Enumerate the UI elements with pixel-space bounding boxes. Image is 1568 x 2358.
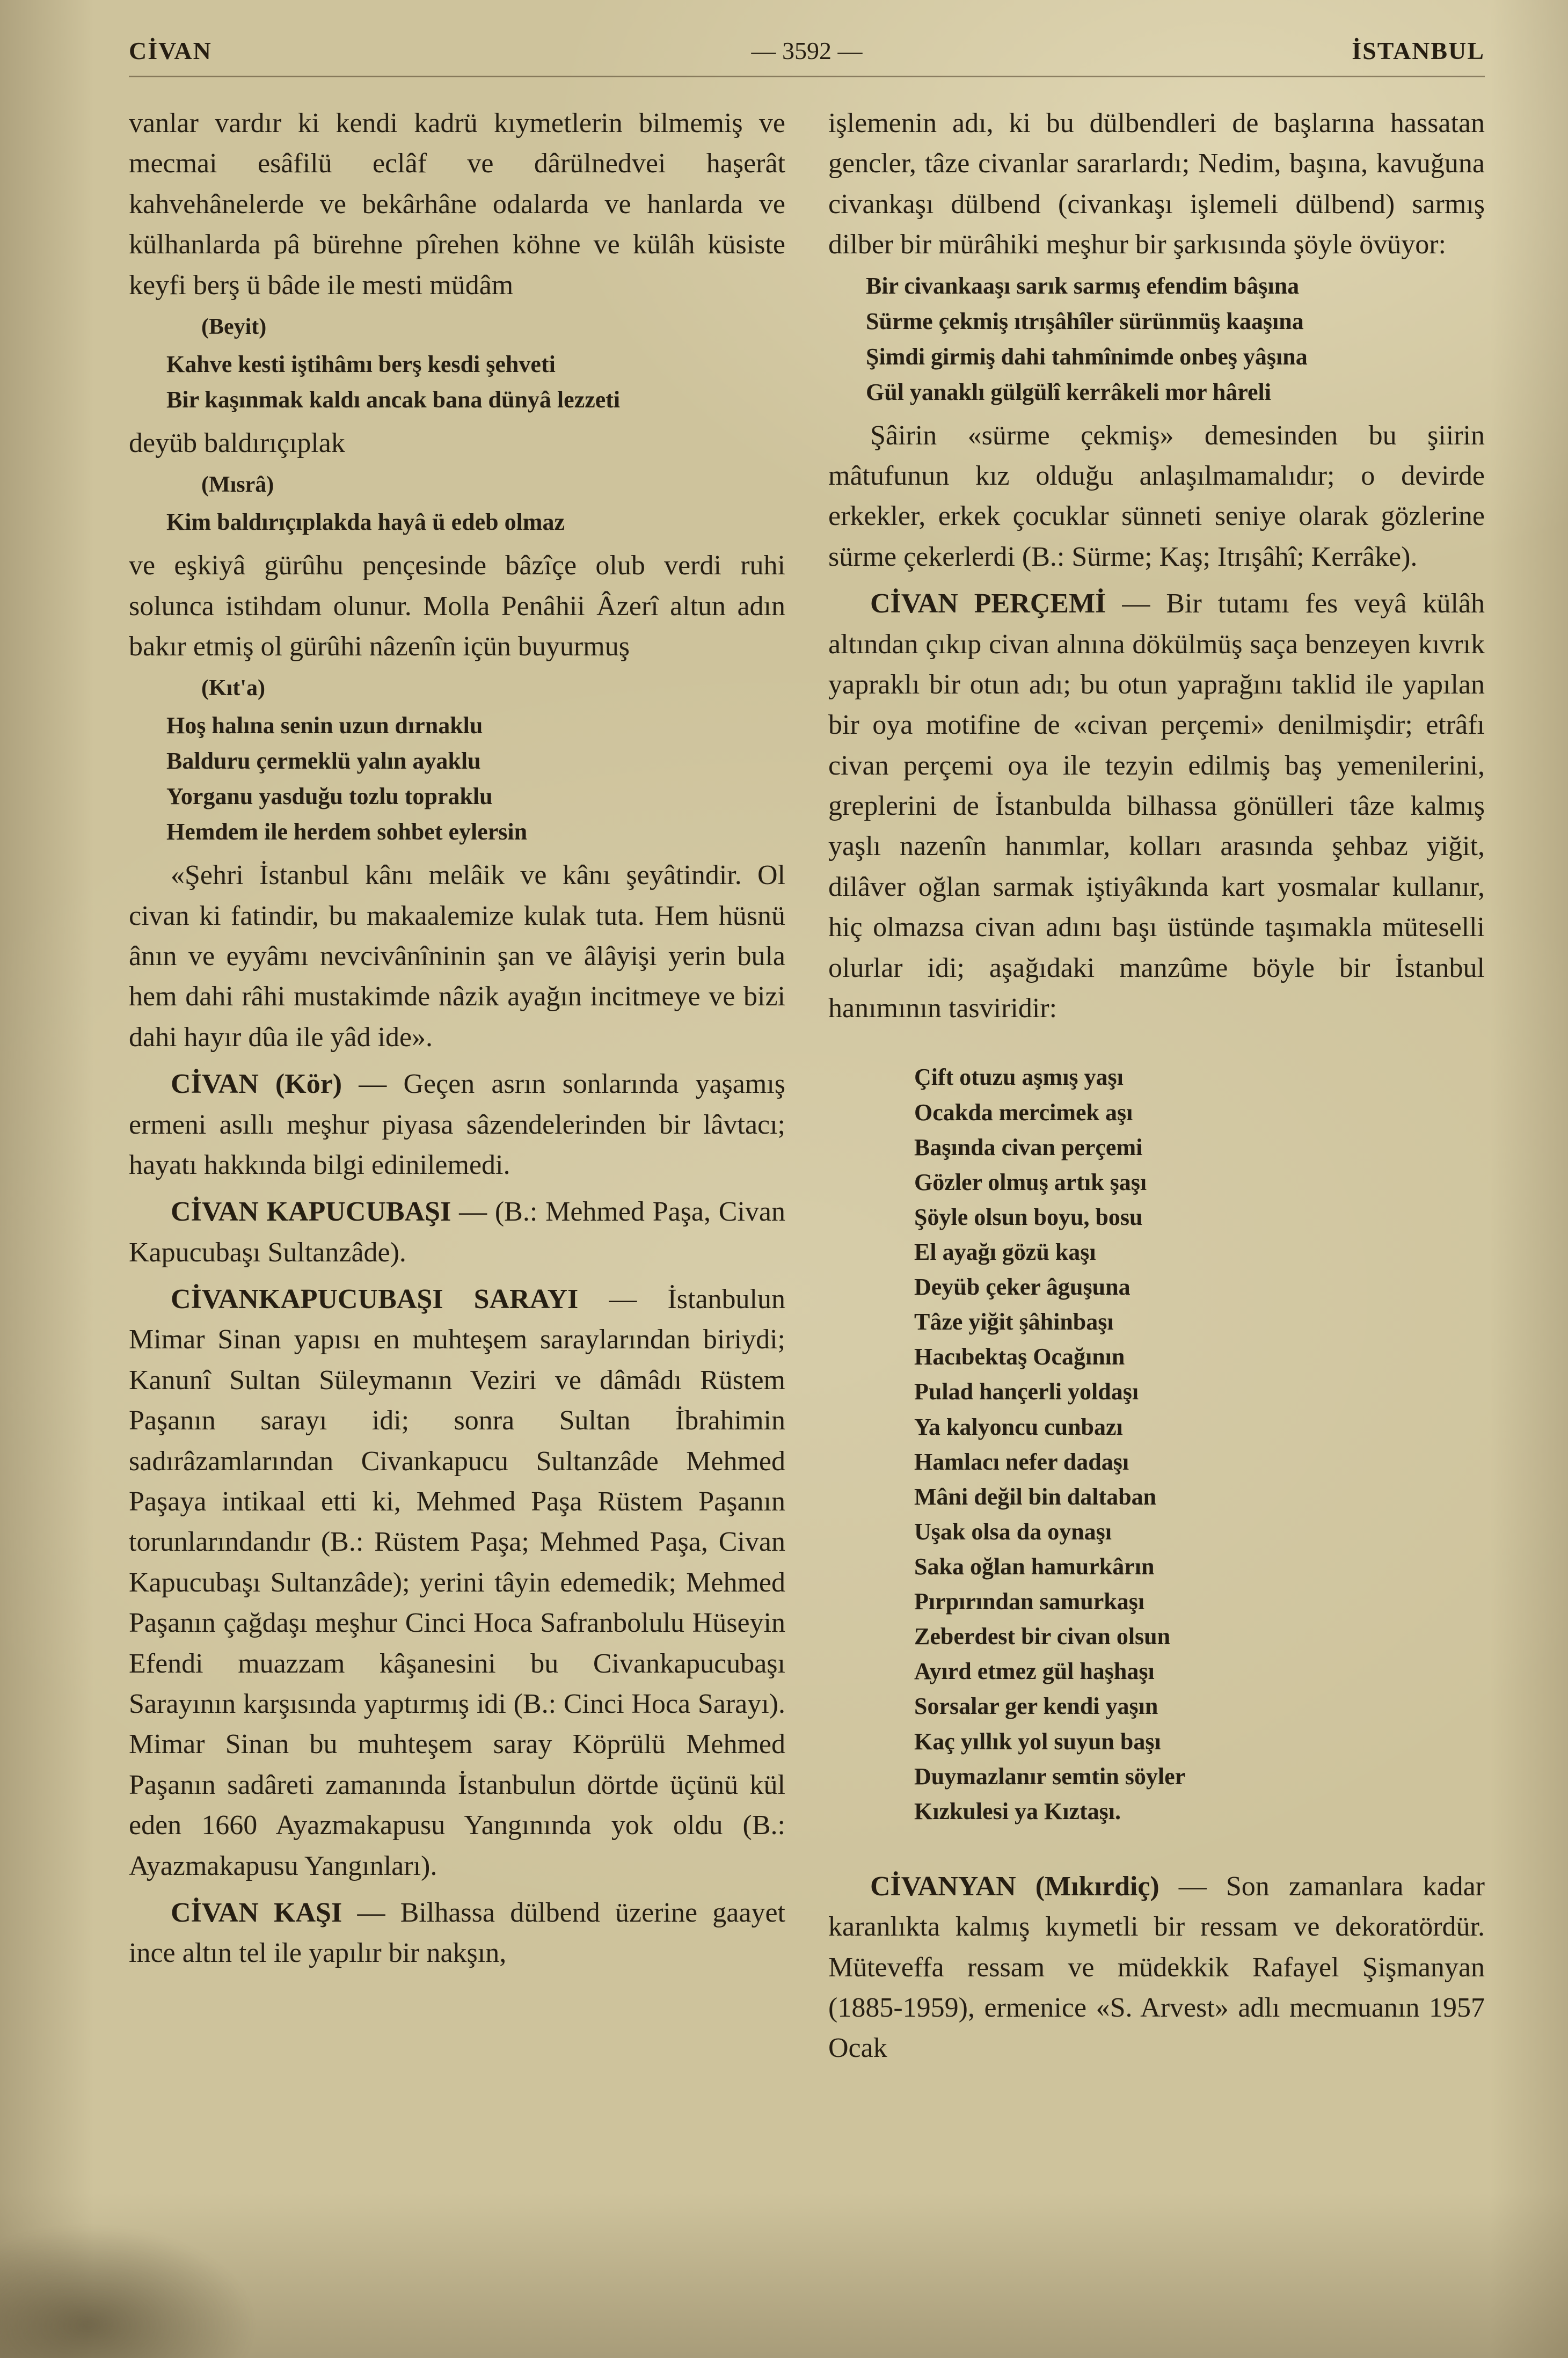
verse-line: Ya kalyoncu cunbazı [914, 1413, 1123, 1440]
entry-paragraph: CİVAN (Kör) — Geçen asrın sonlarında yaşamış ermeni asıllı meşhur piyasa sâzendelerinden bir lâvtacı; hayatı hakkında bilgi edinilemedi. [129, 1069, 785, 1180]
verse-line: Gözler olmuş artık şaşı [914, 1169, 1147, 1195]
entry-paragraph: CİVAN PERÇEMİ — Bir tutamı fes veyâ külâh altından çıkıp civan alnına dökülmüş saça benzeyen kıvrık yapraklı bir otun adı; bu otun yaprağını taklid ile yapılan bir oya motifine de «civan perçemi» denilmişdir; etrâfı civan perçemi oya ile tezyin edilmiş baş yemenilerini, greplerini de İstanbulda bilhassa gönülleri tâze kalmış yaşlı nazenîn hanımlar, kolları arasında şehbaz yiğit, dilâver oğlan sarmak iştiyâkında kart yosmalar kullanır, hiç olmazsa civan adını başı üstünde taşımakla müteselli olurlar idi; aşağıdaki manzûme böyle bir İstanbul hanımının tasviridir: [828, 588, 1485, 1024]
entry-paragraph: CİVANYAN (Mıkırdiç) — Son zamanlara kadar karanlıkta kalmış kıymetli bir ressam ve dekoratördür. Müteveffa ressam ve müdekkik Rafayel Şişmanyan (1885-1959), ermenice «S. Arvest» adlı mecmuanın 1957 Ocak [828, 1871, 1485, 2064]
page-number: — 3592 — [751, 37, 863, 64]
entry-title: CİVAN KAPUCUBAŞI [171, 1196, 451, 1228]
scan-smudge [0, 2218, 268, 2358]
verse-label: (Kıt'a) [201, 676, 265, 701]
verse-line: Bir civankaaşı sarık sarmış efendim bâşına [866, 272, 1300, 299]
verse-line: Zeberdest bir civan olsun [914, 1623, 1171, 1650]
verse-line: Bir kaşınmak kaldı ancak bana dünyâ lezzeti [166, 386, 621, 413]
verse-line: Yorganu yasduğu tozlu topraklu [166, 783, 493, 810]
verse-label: (Beyit) [201, 314, 267, 339]
entry-title: CİVAN PERÇEMİ [870, 588, 1106, 619]
paragraph-continuation: ve eşkiyâ gürûhu pençesinde bâzîçe olub verdi ruhi solunca istihdam olunur. Molla Penâhii Âzerî altun adın bakır etmiş ol gürûhi nâzenîn içün buyurmuş [129, 550, 785, 662]
verse-line: Tâze yiğit şâhinbaşı [914, 1309, 1114, 1335]
verse-line: Uşak olsa da oynaşı [914, 1518, 1112, 1545]
verse-line: Hamlacı nefer dadaşı [914, 1448, 1129, 1475]
verse-line: Sürme çekmiş ıtrışâhîler sürünmüş kaaşına [866, 308, 1304, 334]
verse-group [828, 268, 1485, 410]
verse-line: Balduru çermeklü yalın ayaklu [166, 748, 481, 775]
verse-line: Şöyle olsun boyu, bosu [914, 1203, 1143, 1230]
text-columns [0, 77, 1568, 2069]
paragraph: Şâirin «sürme çekmiş» demesinden bu şiirin mâtufunun kız olduğu anlaşılmamalıdır; o devirde erkekler, erkek çocuklar sünneti seniye olarak gözlerine sürme çekerlerdi (B.: Sürme; Kaş; Itrışâhî; Kerrâke). [828, 420, 1485, 572]
verse-line: Ayırd etmez gül haşhaşı [914, 1658, 1155, 1685]
verse-line: Kahve kesti iştihâmı berş kesdi şehveti [166, 351, 556, 377]
verse-line: Saka oğlan hamurkârın [914, 1553, 1155, 1580]
verse-line: Pulad hançerli yoldaşı [914, 1378, 1139, 1405]
verse-line: Hemdem ile herdem sohbet eylersin [166, 819, 528, 845]
verse-line: Mâni değil bin daltaban [914, 1483, 1157, 1510]
paragraph-continuation: vanlar vardır ki kendi kadrü kıymetlerin bilmemiş ve mecmai esâfilü eclâf ve dârülnedvei haşerât kahvehânelerde ve bekârhâne odalarda ve hanlarda ve külhanlarda pâ bürehne pîrehen köhne ve külâh küsiste keyfi berş ü bâde ile mesti müdâm [129, 108, 785, 301]
running-title-right: İSTANBUL [1352, 37, 1485, 64]
verse-label: (Mısrâ) [201, 472, 274, 498]
paragraph-continuation: deyüb baldırıçıplak [129, 427, 345, 458]
paragraph-continuation: işlemenin adı, ki bu dülbendleri de başlarına hassatan gencler, tâze civanlar sararlardı; Nedim, başına, kavuğuna civankaşı dülbend (civankaşı işlemeli dülbend) sarmış dilber bir mürâhiki meşhur bir şarkısında şöyle övüyor: [828, 108, 1485, 260]
paragraph: «Şehri İstanbul kânı melâik ve kânı şeyâtindir. Ol civan ki fatindir, bu makaalemize kulak tuta. Hem hüsnü ânın ve eyyâmı nevcivânîninin şan ve âlâyişi yerin bula hem dahi râhi mustakimde nâzik ayağın incitmeye ve bizi dahi hayır dûa ile yâd ide». [129, 860, 785, 1053]
running-title-left: CİVAN [129, 37, 212, 64]
verse-line: Şimdi girmiş dahi tahmînimde onbeş yâşına [866, 343, 1308, 370]
verse-line: Hacıbektaş Ocağının [914, 1344, 1125, 1370]
verse-line: El ayağı gözü kaşı [914, 1238, 1096, 1265]
verse-line: Gül yanaklı gülgülî kerrâkeli mor hâreli [866, 378, 1272, 405]
entry-title: CİVAN (Kör) [171, 1069, 342, 1100]
verse-line: Deyüb çeker âguşuna [914, 1274, 1131, 1301]
verse-line: Sorsalar ger kendi yaşın [914, 1693, 1158, 1720]
verse-line: Çift otuzu aşmış yaşı [914, 1064, 1124, 1091]
verse-line: Kaç yıllık yol suyun başı [914, 1728, 1161, 1755]
right-column [828, 103, 1485, 2069]
entry-title: CİVANYAN (Mıkırdiç) [870, 1871, 1159, 1902]
verse-line: Kızkulesi ya Kıztaşı. [914, 1798, 1121, 1824]
entry-title: CİVANKAPUCUBAŞI SARAYI [171, 1284, 579, 1315]
page-header [129, 0, 1485, 77]
left-column [129, 103, 785, 2069]
entry-paragraph: CİVAN KAŞI — Bilhassa dülbend üzerine gaayet ince altın tel ile yapılır bir nakşın, [129, 1897, 785, 1969]
verse-line: Pırpırından samurkaşı [914, 1588, 1145, 1615]
verse-line: Duymazlanır semtin söyler [914, 1763, 1186, 1790]
verse-group [129, 347, 785, 418]
entry-title: CİVAN KAŞI [171, 1897, 342, 1928]
entry-paragraph: CİVAN KAPUCUBAŞI — (B.: Mehmed Paşa, Civan Kapucubaşı Sultanzâde). [129, 1196, 785, 1268]
verse-group [129, 708, 785, 850]
verse-line: Hoş halına senin uzun dırnaklu [166, 712, 483, 739]
verse-group [129, 505, 785, 540]
poem-block [828, 1060, 1485, 1828]
verse-line: Kim baldırıçıplakda hayâ ü edeb olmaz [166, 509, 565, 536]
entry-paragraph: CİVANKAPUCUBAŞI SARAYI — İstanbulun Mimar Sinan yapısı en muhteşem saraylarından biriydi; Kanunî Sultan Süleymanın Veziri ve dâmâdı Rüstem Paşanın sarayı idi; sonra Sultan İbrahimin sadırâzamlarından Civankapucu Sultanzâde Mehmed Paşaya intikaal etti ki, Mehmed Paşa Rüstem Paşanın torunlarındandır (B.: Rüstem Paşa; Mehmed Paşa, Civan Kapucubaşı Sultanzâde); yerini tâyin edemedik; Mehmed Paşanın çağdaşı meşhur Cinci Hoca Safranbolulu Hüseyin Efendi muazzam kâşanesini bu Civankapucubaşı Sarayının karşısında yaptırmış idi (B.: Cinci Hoca Sarayı). Mimar Sinan bu muhteşem saray Köprülü Mehmed Paşanın sadâreti zamanında İstanbulun dörtde üçünü kül eden 1660 Ayazmakapusu Yangınında yok oldu (B.: Ayazmakapusu Yangınları). [129, 1284, 786, 1881]
verse-line: Ocakda mercimek aşı [914, 1099, 1133, 1126]
verse-line: Başında civan perçemi [914, 1134, 1143, 1160]
